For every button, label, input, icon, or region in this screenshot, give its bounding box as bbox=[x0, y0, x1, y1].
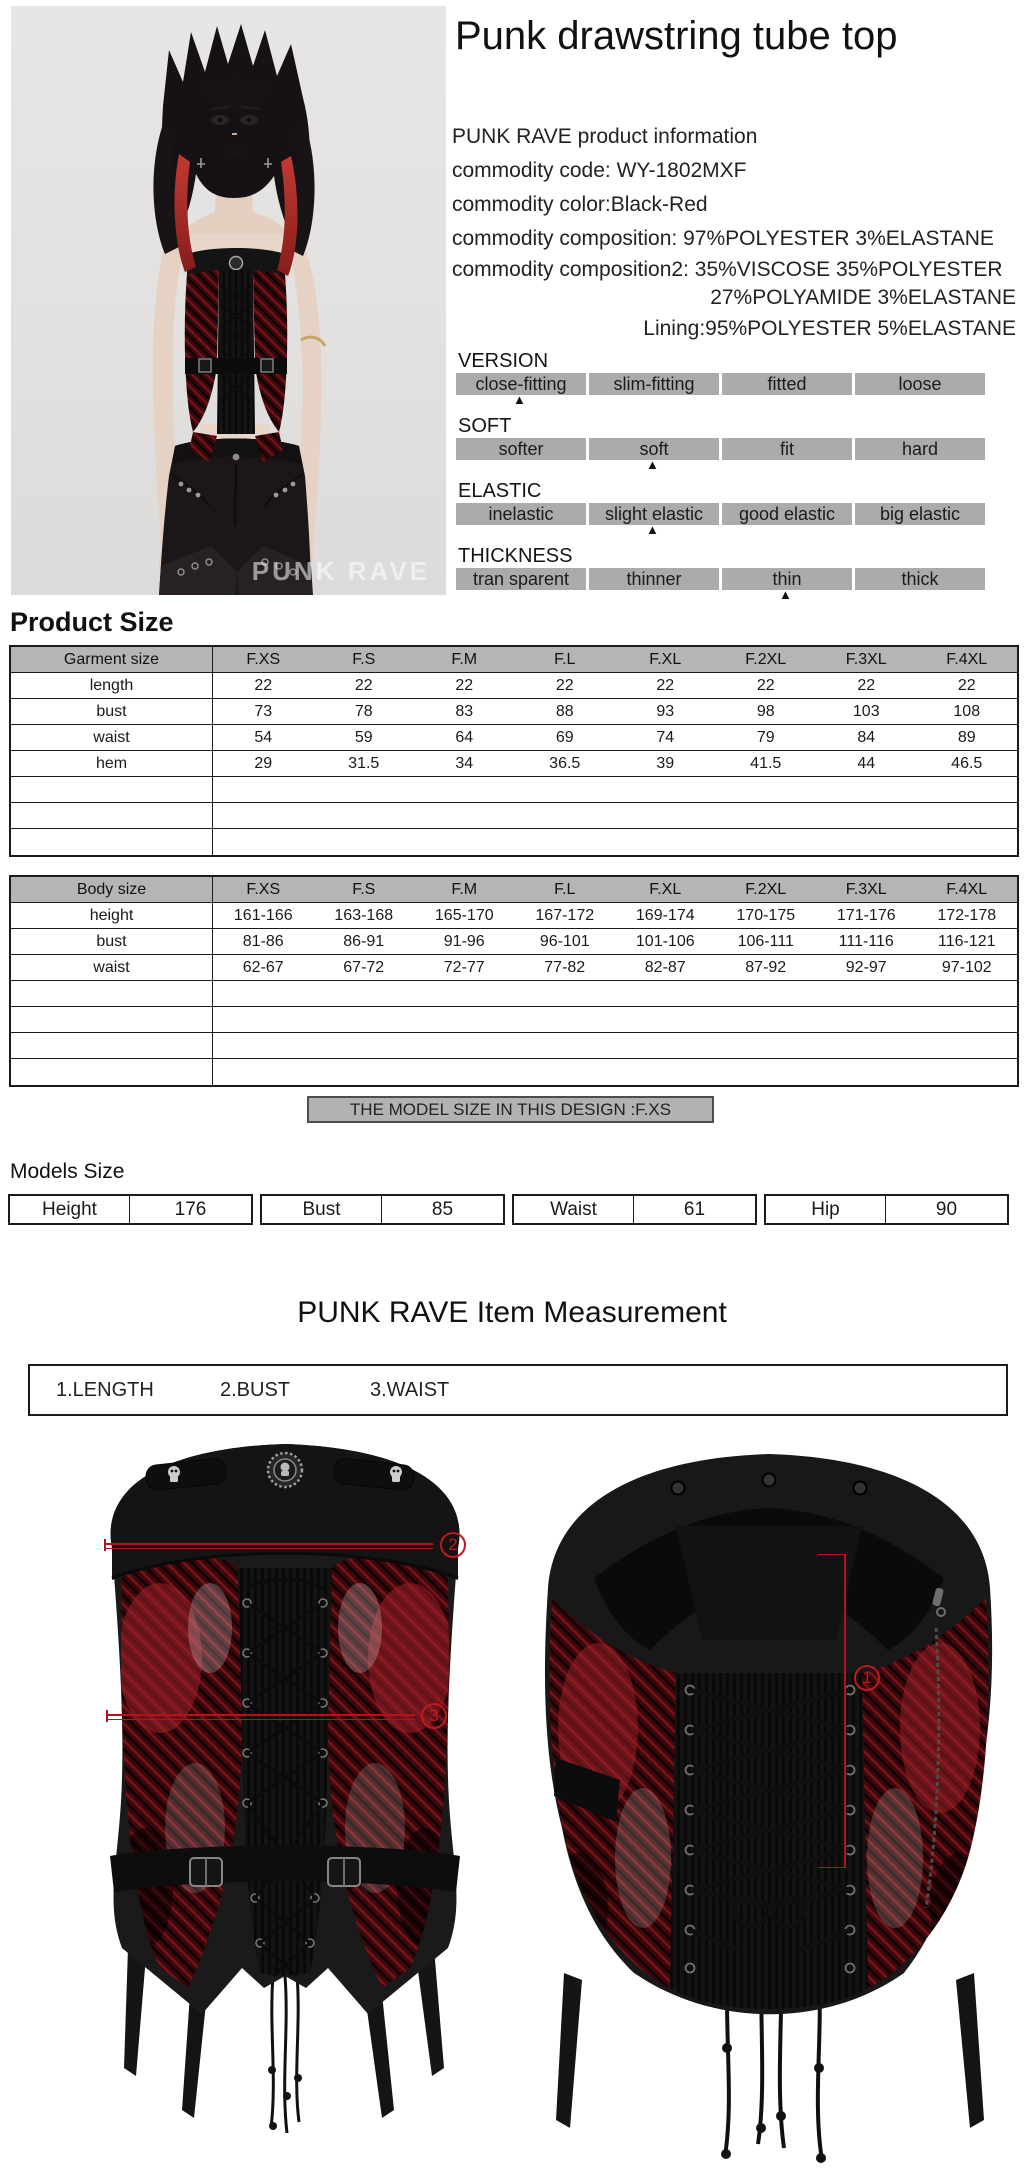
size-column-header: F.3XL bbox=[845, 650, 887, 668]
table-row bbox=[11, 725, 1017, 751]
size-cell bbox=[816, 1007, 917, 1032]
waist-measure-tick bbox=[106, 1710, 108, 1722]
table-row bbox=[11, 699, 1017, 725]
attribute-label: THICKNESS bbox=[458, 545, 573, 567]
size-cell bbox=[816, 777, 917, 802]
attribute-options bbox=[456, 438, 991, 460]
size-cell: 86-91 bbox=[343, 932, 385, 950]
size-column-header: F.L bbox=[554, 650, 576, 668]
attribute-label: ELASTIC bbox=[458, 480, 542, 502]
model-illustration bbox=[11, 6, 446, 595]
size-cell bbox=[515, 1059, 616, 1085]
legend-length: 1.LENGTH bbox=[56, 1379, 154, 1401]
row-label bbox=[11, 803, 213, 828]
size-column-header: F.3XL bbox=[845, 880, 887, 898]
product-info bbox=[452, 120, 1016, 346]
size-cell: 73 bbox=[254, 702, 273, 720]
models-size-row bbox=[8, 1194, 1016, 1225]
garment-header-label: Garment size bbox=[11, 647, 213, 672]
attribute-label: SOFT bbox=[458, 415, 512, 437]
measurement-legend-box bbox=[28, 1364, 1008, 1416]
model-size-note: THE MODEL SIZE IN THIS DESIGN :F.XS bbox=[307, 1096, 714, 1123]
stat-label: Waist bbox=[514, 1196, 634, 1223]
size-cell: 98 bbox=[756, 702, 775, 720]
size-cell bbox=[213, 803, 314, 828]
size-cell bbox=[515, 1007, 616, 1032]
size-cell bbox=[615, 803, 716, 828]
attribute-option: fitted bbox=[722, 373, 852, 395]
size-cell bbox=[917, 1059, 1018, 1085]
size-cell bbox=[414, 1007, 515, 1032]
row-label bbox=[11, 777, 213, 802]
size-cell: 77-82 bbox=[544, 958, 586, 976]
length-measure-cap-top bbox=[818, 1554, 846, 1555]
stat-label: Hip bbox=[766, 1196, 886, 1223]
info-composition: commodity composition: 97%POLYESTER 3%ELASTANE bbox=[452, 227, 994, 250]
attribute-option: thick bbox=[855, 568, 985, 590]
attribute-option: close-fitting bbox=[456, 373, 586, 395]
size-column-header: F.XL bbox=[649, 650, 682, 668]
size-cell: 46.5 bbox=[951, 754, 983, 772]
size-cell: 22 bbox=[756, 676, 775, 694]
table-row bbox=[11, 777, 1017, 803]
size-cell: 81-86 bbox=[242, 932, 284, 950]
size-cell bbox=[213, 829, 314, 855]
size-cell bbox=[716, 803, 817, 828]
size-cell: 31.5 bbox=[348, 754, 380, 772]
size-column-header: F.XL bbox=[649, 880, 682, 898]
size-column-header: F.2XL bbox=[745, 650, 787, 668]
selection-arrow-icon: ▲ bbox=[646, 522, 659, 537]
table-row bbox=[11, 1007, 1017, 1033]
size-cell: 87-92 bbox=[745, 958, 787, 976]
table-row bbox=[11, 955, 1017, 981]
body-header-label: Body size bbox=[11, 877, 213, 902]
model-photo bbox=[11, 6, 446, 595]
size-cell: 106-111 bbox=[737, 932, 794, 950]
bust-measure-line-2 bbox=[105, 1548, 433, 1549]
size-cell: 78 bbox=[354, 702, 373, 720]
attribute-option: inelastic bbox=[456, 503, 586, 525]
size-cell bbox=[414, 777, 515, 802]
stat-value: 90 bbox=[935, 1198, 958, 1220]
size-column-header: F.S bbox=[352, 880, 376, 898]
size-cell bbox=[917, 1007, 1018, 1032]
circled-number-bust: 2 bbox=[440, 1532, 466, 1558]
attribute-option: thinner bbox=[589, 568, 719, 590]
size-column-header: F.4XL bbox=[946, 650, 988, 668]
size-cell: 92-97 bbox=[845, 958, 887, 976]
attribute-option: loose bbox=[855, 373, 985, 395]
size-cell bbox=[716, 1059, 817, 1085]
bust-measure-line bbox=[105, 1543, 433, 1545]
size-cell bbox=[213, 1059, 314, 1085]
size-cell: 161-166 bbox=[233, 906, 293, 924]
stat-value: 176 bbox=[174, 1198, 207, 1220]
size-cell: 88 bbox=[555, 702, 574, 720]
size-cell: 82-87 bbox=[644, 958, 686, 976]
attribute-option: softer bbox=[456, 438, 586, 460]
size-cell bbox=[515, 803, 616, 828]
attribute-label: VERSION bbox=[458, 350, 549, 372]
row-label bbox=[11, 1033, 213, 1058]
size-column-header: F.S bbox=[352, 650, 376, 668]
table-row bbox=[11, 751, 1017, 777]
size-cell: 36.5 bbox=[549, 754, 581, 772]
stat-label: Height bbox=[10, 1196, 130, 1223]
stat-value: 85 bbox=[431, 1198, 454, 1220]
size-cell: 111-116 bbox=[838, 932, 894, 950]
size-cell bbox=[414, 981, 515, 1006]
size-cell: 116-121 bbox=[937, 932, 996, 950]
size-cell bbox=[816, 1033, 917, 1058]
attribute-options bbox=[456, 568, 991, 590]
size-cell: 171-176 bbox=[836, 906, 896, 924]
size-cell: 79 bbox=[756, 728, 775, 746]
row-label: bust bbox=[11, 699, 213, 724]
size-cell bbox=[515, 981, 616, 1006]
size-cell: 67-72 bbox=[343, 958, 385, 976]
size-cell bbox=[716, 1033, 817, 1058]
size-cell: 64 bbox=[455, 728, 474, 746]
row-label: waist bbox=[11, 955, 213, 980]
size-cell bbox=[414, 1033, 515, 1058]
size-cell bbox=[414, 803, 515, 828]
size-cell bbox=[716, 981, 817, 1006]
size-column-header: F.M bbox=[451, 650, 478, 668]
size-cell: 62-67 bbox=[242, 958, 284, 976]
row-label: waist bbox=[11, 725, 213, 750]
size-column-header: F.XS bbox=[246, 880, 281, 898]
row-label: height bbox=[11, 903, 213, 928]
size-cell: 72-77 bbox=[443, 958, 485, 976]
size-cell bbox=[615, 981, 716, 1006]
garment-size-table bbox=[9, 645, 1019, 857]
attribute-options bbox=[456, 503, 991, 525]
length-measure-cap-bottom bbox=[818, 1867, 846, 1868]
size-cell: 169-174 bbox=[635, 906, 695, 924]
table-row bbox=[11, 829, 1017, 855]
row-label: bust bbox=[11, 929, 213, 954]
garment-table-header bbox=[11, 647, 1017, 673]
size-cell bbox=[716, 1007, 817, 1032]
size-column-header: F.M bbox=[451, 880, 478, 898]
model-stat-box bbox=[764, 1194, 1009, 1225]
size-cell bbox=[314, 981, 415, 1006]
size-cell bbox=[816, 803, 917, 828]
info-composition2: commodity composition2: 35%VISCOSE 35%POLYESTER bbox=[452, 258, 1003, 281]
size-cell: 91-96 bbox=[443, 932, 485, 950]
size-cell bbox=[615, 1007, 716, 1032]
product-size-heading: Product Size bbox=[10, 607, 174, 637]
size-cell bbox=[515, 829, 616, 855]
size-cell bbox=[615, 1059, 716, 1085]
size-cell: 103 bbox=[852, 702, 880, 720]
size-cell: 34 bbox=[455, 754, 474, 772]
attribute-option: hard bbox=[855, 438, 985, 460]
size-cell bbox=[213, 777, 314, 802]
size-cell: 54 bbox=[254, 728, 273, 746]
table-row bbox=[11, 929, 1017, 955]
attribute-option: fit bbox=[722, 438, 852, 460]
size-cell bbox=[314, 777, 415, 802]
size-cell bbox=[917, 803, 1018, 828]
size-cell: 22 bbox=[354, 676, 373, 694]
size-cell bbox=[615, 777, 716, 802]
size-cell bbox=[515, 777, 616, 802]
size-cell: 22 bbox=[656, 676, 675, 694]
size-cell bbox=[615, 829, 716, 855]
size-cell: 97-102 bbox=[941, 958, 992, 976]
models-size-heading: Models Size bbox=[10, 1160, 125, 1183]
size-cell bbox=[314, 1059, 415, 1085]
product-title: Punk drawstring tube top bbox=[455, 14, 898, 58]
size-cell: 44 bbox=[857, 754, 876, 772]
size-cell: 22 bbox=[857, 676, 876, 694]
waist-measure-line bbox=[107, 1714, 415, 1716]
selection-arrow-icon: ▲ bbox=[646, 457, 659, 472]
table-row bbox=[11, 673, 1017, 699]
info-heading: PUNK RAVE product information bbox=[452, 125, 758, 148]
size-cell: 22 bbox=[254, 676, 273, 694]
row-label bbox=[11, 981, 213, 1006]
legend-waist: 3.WAIST bbox=[370, 1379, 450, 1401]
table-row bbox=[11, 1059, 1017, 1085]
measurement-heading: PUNK RAVE Item Measurement bbox=[297, 1296, 727, 1329]
stat-value: 61 bbox=[683, 1198, 706, 1220]
size-cell: 59 bbox=[354, 728, 373, 746]
row-label: length bbox=[11, 673, 213, 698]
size-cell bbox=[816, 981, 917, 1006]
selection-arrow-icon: ▲ bbox=[779, 587, 792, 602]
attribute-option: tran sparent bbox=[456, 568, 586, 590]
size-cell: 22 bbox=[455, 676, 474, 694]
size-cell: 39 bbox=[656, 754, 675, 772]
size-cell: 83 bbox=[455, 702, 474, 720]
size-cell: 96-101 bbox=[539, 932, 590, 950]
size-cell: 22 bbox=[957, 676, 976, 694]
model-stat-box bbox=[8, 1194, 253, 1225]
size-cell bbox=[414, 829, 515, 855]
size-cell: 29 bbox=[254, 754, 273, 772]
table-row bbox=[11, 903, 1017, 929]
size-cell bbox=[314, 1007, 415, 1032]
size-cell bbox=[314, 1033, 415, 1058]
size-cell bbox=[716, 777, 817, 802]
waist-measure-line-2 bbox=[107, 1719, 415, 1720]
size-cell: 167-172 bbox=[535, 906, 595, 924]
size-cell: 69 bbox=[555, 728, 574, 746]
size-column-header: F.L bbox=[554, 880, 576, 898]
size-cell bbox=[213, 1033, 314, 1058]
size-cell: 165-170 bbox=[434, 906, 494, 924]
attribute-option: slight elastic bbox=[589, 503, 719, 525]
bust-measure-tick bbox=[104, 1539, 106, 1551]
attribute-option: thin bbox=[722, 568, 852, 590]
size-cell bbox=[314, 803, 415, 828]
size-cell bbox=[615, 1033, 716, 1058]
attribute-option: big elastic bbox=[855, 503, 985, 525]
model-stat-box bbox=[260, 1194, 505, 1225]
size-cell: 93 bbox=[656, 702, 675, 720]
body-size-table bbox=[9, 875, 1019, 1087]
size-cell bbox=[917, 777, 1018, 802]
info-composition2-cont: 27%POLYAMIDE 3%ELASTANE bbox=[710, 286, 1016, 309]
size-cell: 101-106 bbox=[635, 932, 695, 950]
size-cell bbox=[515, 1033, 616, 1058]
size-cell bbox=[917, 1033, 1018, 1058]
legend-bust: 2.BUST bbox=[220, 1379, 291, 1401]
size-cell: 172-178 bbox=[937, 906, 997, 924]
size-cell bbox=[213, 981, 314, 1006]
size-column-header: F.XS bbox=[246, 650, 281, 668]
length-measure-line bbox=[844, 1554, 846, 1868]
body-table-header bbox=[11, 877, 1017, 903]
attribute-option: soft bbox=[589, 438, 719, 460]
brand-watermark: PUNK RAVE bbox=[251, 556, 430, 586]
size-cell bbox=[917, 981, 1018, 1006]
size-column-header: F.2XL bbox=[745, 880, 787, 898]
info-commodity-color: commodity color:Black-Red bbox=[452, 193, 708, 216]
circled-number-length: 1 bbox=[854, 1665, 880, 1691]
attribute-group bbox=[456, 544, 991, 604]
size-column-header: F.4XL bbox=[946, 880, 988, 898]
size-cell: 89 bbox=[957, 728, 976, 746]
size-cell: 163-168 bbox=[334, 906, 394, 924]
size-cell bbox=[917, 829, 1018, 855]
circled-number-waist: 3 bbox=[421, 1703, 447, 1729]
attribute-group bbox=[456, 349, 991, 409]
table-row bbox=[11, 1033, 1017, 1059]
row-label bbox=[11, 829, 213, 855]
table-row bbox=[11, 981, 1017, 1007]
attribute-option: good elastic bbox=[722, 503, 852, 525]
row-label bbox=[11, 1059, 213, 1085]
attribute-scales bbox=[456, 349, 991, 609]
size-cell: 74 bbox=[656, 728, 675, 746]
size-cell bbox=[213, 1007, 314, 1032]
size-cell: 84 bbox=[857, 728, 876, 746]
stat-label: Bust bbox=[262, 1196, 382, 1223]
size-cell bbox=[314, 829, 415, 855]
back-view-image bbox=[528, 1428, 1010, 2168]
size-cell bbox=[414, 1059, 515, 1085]
size-cell bbox=[716, 829, 817, 855]
size-cell: 108 bbox=[953, 702, 981, 720]
row-label: hem bbox=[11, 751, 213, 776]
size-cell bbox=[816, 829, 917, 855]
attribute-option: slim-fitting bbox=[589, 373, 719, 395]
size-cell: 170-175 bbox=[736, 906, 796, 924]
size-cell: 22 bbox=[555, 676, 574, 694]
table-row bbox=[11, 803, 1017, 829]
selection-arrow-icon: ▲ bbox=[513, 392, 526, 407]
attribute-group bbox=[456, 414, 991, 474]
model-stat-box bbox=[512, 1194, 757, 1225]
info-lining: Lining:95%POLYESTER 5%ELASTANE bbox=[643, 317, 1016, 340]
attribute-options bbox=[456, 373, 991, 395]
front-view-image bbox=[70, 1428, 490, 2144]
row-label bbox=[11, 1007, 213, 1032]
size-cell: 41.5 bbox=[750, 754, 782, 772]
info-commodity-code: commodity code: WY-1802MXF bbox=[452, 159, 747, 182]
attribute-group bbox=[456, 479, 991, 539]
size-cell bbox=[816, 1059, 917, 1085]
